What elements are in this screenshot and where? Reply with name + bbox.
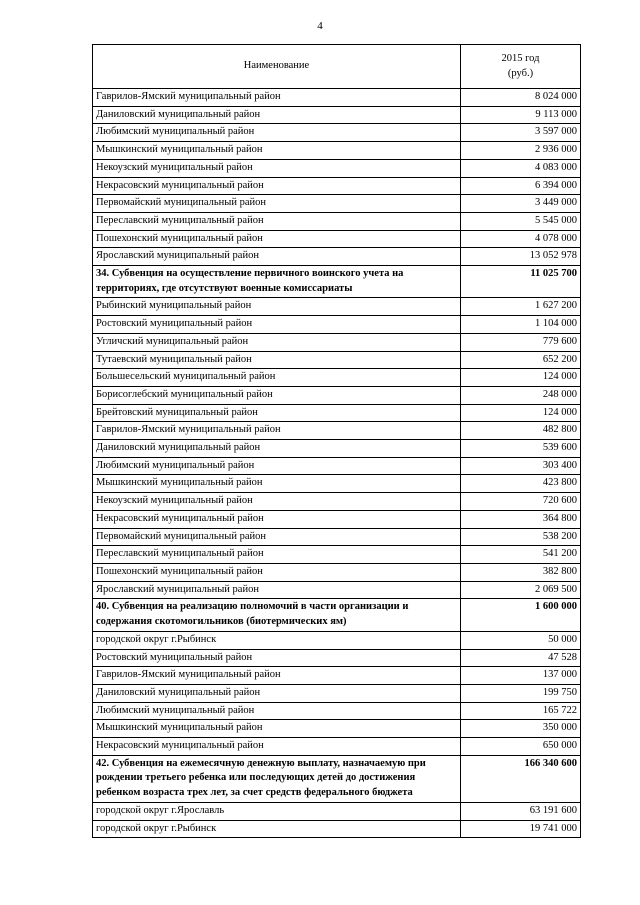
- table-row: [93, 195, 581, 213]
- amount: 3 597 000: [461, 124, 581, 142]
- district-name: Некоузский муниципальный район: [93, 159, 461, 177]
- amount: 303 400: [461, 457, 581, 475]
- page-number: 4: [317, 20, 323, 32]
- district-name: Угличский муниципальный район: [93, 333, 461, 351]
- district-name: Ростовский муниципальный район: [93, 649, 461, 667]
- amount: 350 000: [461, 720, 581, 738]
- table-row: [93, 89, 581, 107]
- column-header-year: [461, 45, 581, 89]
- amount: 47 528: [461, 649, 581, 667]
- section-row: [93, 266, 581, 298]
- district-name: Любимский муниципальный район: [93, 124, 461, 142]
- table-row: [93, 546, 581, 564]
- district-name: Переславский муниципальный район: [93, 212, 461, 230]
- section-title: 34. Субвенция на осуществление первичного воинского учета на территориях, где отсутствуют военные комиссариаты: [93, 266, 461, 298]
- table-row: [93, 475, 581, 493]
- district-name: Даниловский муниципальный район: [93, 440, 461, 458]
- amount: 650 000: [461, 738, 581, 756]
- amount: 248 000: [461, 386, 581, 404]
- amount: 165 722: [461, 702, 581, 720]
- section-title: 42. Субвенция на ежемесячную денежную выплату, назначаемую при рождении третьего ребенка или последующих детей до достижения ребенком возраста трех лет, за счет средств федерального бюджета: [93, 755, 461, 802]
- table-row: [93, 820, 581, 838]
- amount: 6 394 000: [461, 177, 581, 195]
- table-row: [93, 702, 581, 720]
- district-name: Некрасовский муниципальный район: [93, 738, 461, 756]
- district-name: Даниловский муниципальный район: [93, 684, 461, 702]
- table-row: [93, 802, 581, 820]
- district-name: Рыбинский муниципальный район: [93, 298, 461, 316]
- section-row: [93, 755, 581, 802]
- amount: 1 627 200: [461, 298, 581, 316]
- district-name: Большесельский муниципальный район: [93, 369, 461, 387]
- amount: 50 000: [461, 631, 581, 649]
- table-row: [93, 581, 581, 599]
- amount: 4 083 000: [461, 159, 581, 177]
- amount: 2 936 000: [461, 142, 581, 160]
- amount: 382 800: [461, 563, 581, 581]
- amount: 9 113 000: [461, 106, 581, 124]
- amount: 538 200: [461, 528, 581, 546]
- column-header-name: Наименование: [93, 45, 461, 89]
- amount: 3 449 000: [461, 195, 581, 213]
- section-total: 11 025 700: [461, 266, 581, 298]
- table-row: [93, 369, 581, 387]
- amount: 199 750: [461, 684, 581, 702]
- amount: 2 069 500: [461, 581, 581, 599]
- table-row: [93, 493, 581, 511]
- table-row: [93, 386, 581, 404]
- table-row: [93, 528, 581, 546]
- column-header-year-label: 2015 год: [501, 52, 540, 64]
- section-title: 40. Субвенция на реализацию полномочий в части организации и содержания скотомогильников (биотермических ям): [93, 599, 461, 631]
- amount: 124 000: [461, 404, 581, 422]
- district-name: Некоузский муниципальный район: [93, 493, 461, 511]
- amount: 5 545 000: [461, 212, 581, 230]
- amount: 541 200: [461, 546, 581, 564]
- district-name: Некрасовский муниципальный район: [93, 177, 461, 195]
- section-total: 1 600 000: [461, 599, 581, 631]
- district-name: городской округ г.Рыбинск: [93, 820, 461, 838]
- table-row: [93, 404, 581, 422]
- table-row: [93, 142, 581, 160]
- district-name: Ярославский муниципальный район: [93, 581, 461, 599]
- district-name: Тутаевский муниципальный район: [93, 351, 461, 369]
- amount: 423 800: [461, 475, 581, 493]
- district-name: Ростовский муниципальный район: [93, 316, 461, 334]
- amount: 137 000: [461, 667, 581, 685]
- district-name: Мышкинский муниципальный район: [93, 142, 461, 160]
- district-name: Борисоглебский муниципальный район: [93, 386, 461, 404]
- amount: 124 000: [461, 369, 581, 387]
- district-name: Гаврилов-Ямский муниципальный район: [93, 89, 461, 107]
- table-row: [93, 720, 581, 738]
- district-name: Пошехонский муниципальный район: [93, 563, 461, 581]
- column-header-unit: (руб.): [507, 67, 534, 79]
- table-row: [93, 248, 581, 266]
- district-name: Брейтовский муниципальный район: [93, 404, 461, 422]
- table-row: [93, 351, 581, 369]
- table-row: [93, 563, 581, 581]
- amount: 482 800: [461, 422, 581, 440]
- amount: 63 191 600: [461, 802, 581, 820]
- table-row: [93, 457, 581, 475]
- district-name: Мышкинский муниципальный район: [93, 475, 461, 493]
- amount: 779 600: [461, 333, 581, 351]
- amount: 1 104 000: [461, 316, 581, 334]
- table-row: [93, 212, 581, 230]
- section-row: [93, 599, 581, 631]
- table-row: [93, 159, 581, 177]
- table-row: [93, 106, 581, 124]
- district-name: Первомайский муниципальный район: [93, 195, 461, 213]
- district-name: Переславский муниципальный район: [93, 546, 461, 564]
- table-row: [93, 667, 581, 685]
- district-name: Первомайский муниципальный район: [93, 528, 461, 546]
- section-total: 166 340 600: [461, 755, 581, 802]
- table-header-row: [93, 45, 581, 89]
- amount: 539 600: [461, 440, 581, 458]
- district-name: Ярославский муниципальный район: [93, 248, 461, 266]
- amount: 19 741 000: [461, 820, 581, 838]
- district-name: Пошехонский муниципальный район: [93, 230, 461, 248]
- table-row: [93, 230, 581, 248]
- district-name: городской округ г.Рыбинск: [93, 631, 461, 649]
- amount: 652 200: [461, 351, 581, 369]
- table-row: [93, 333, 581, 351]
- amount: 4 078 000: [461, 230, 581, 248]
- district-name: городской округ г.Ярославль: [93, 802, 461, 820]
- district-name: Любимский муниципальный район: [93, 702, 461, 720]
- amount: 13 052 978: [461, 248, 581, 266]
- subvention-table: [92, 44, 581, 838]
- table-row: [93, 316, 581, 334]
- table-row: [93, 510, 581, 528]
- district-name: Любимский муниципальный район: [93, 457, 461, 475]
- table-row: [93, 738, 581, 756]
- table-row: [93, 649, 581, 667]
- table-row: [93, 684, 581, 702]
- amount: 364 800: [461, 510, 581, 528]
- table-row: [93, 298, 581, 316]
- district-name: Гаврилов-Ямский муниципальный район: [93, 667, 461, 685]
- district-name: Мышкинский муниципальный район: [93, 720, 461, 738]
- table-row: [93, 124, 581, 142]
- table-row: [93, 422, 581, 440]
- table-row: [93, 631, 581, 649]
- amount: 8 024 000: [461, 89, 581, 107]
- district-name: Некрасовский муниципальный район: [93, 510, 461, 528]
- amount: 720 600: [461, 493, 581, 511]
- table-row: [93, 177, 581, 195]
- table-row: [93, 440, 581, 458]
- district-name: Гаврилов-Ямский муниципальный район: [93, 422, 461, 440]
- district-name: Даниловский муниципальный район: [93, 106, 461, 124]
